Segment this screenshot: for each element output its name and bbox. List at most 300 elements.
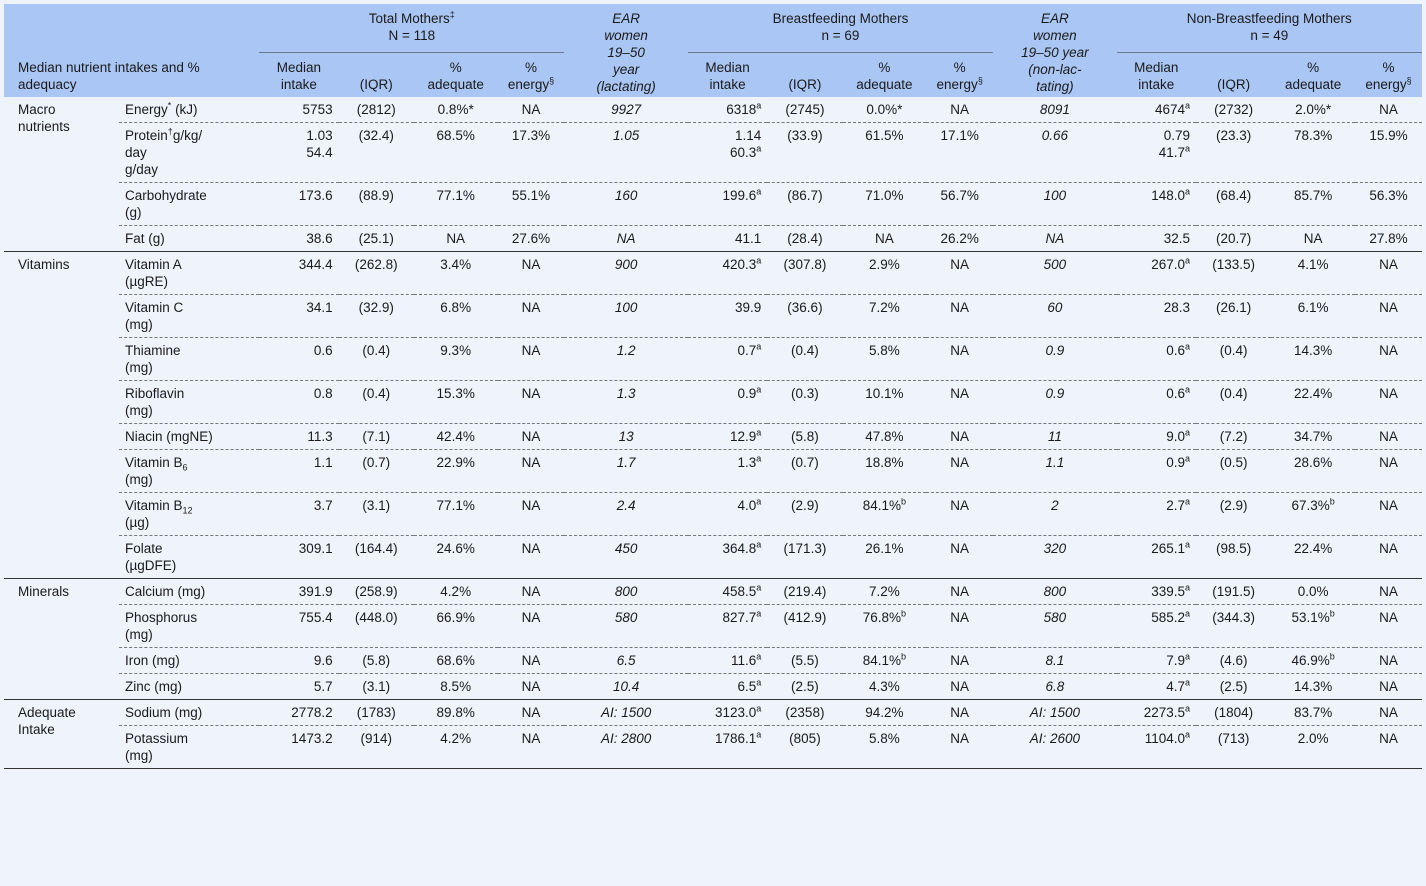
ear-lactating-value: 13 bbox=[564, 424, 687, 450]
header-median-intake: Median intake bbox=[688, 53, 767, 97]
table-row bbox=[4, 226, 1422, 252]
non-breastfeeding-median-intake: 7.9$^a$ bbox=[1117, 648, 1196, 674]
header-breastfeeding-mothers: Breastfeeding Mothers n = 69 bbox=[688, 4, 993, 53]
total-pct-energy: NA bbox=[498, 493, 565, 536]
nutrient-name: Protein†g/kg/ day g/day bbox=[119, 123, 259, 183]
ear-lactating-value: 1.2 bbox=[564, 338, 687, 381]
total-median-intake: 1.1 bbox=[259, 450, 338, 493]
non-breastfeeding-pct-adequate: 67.3%$^b$ bbox=[1271, 493, 1355, 536]
breastfeeding-iqr: (86.7) bbox=[767, 183, 842, 226]
header-iqr: (IQR) bbox=[339, 53, 414, 97]
table-row bbox=[4, 252, 1422, 295]
ear-lactating-value: AI: 2800 bbox=[564, 726, 687, 769]
group-label-vitamins: Vitamins bbox=[4, 252, 119, 579]
breastfeeding-pct-adequate: 84.1%$^b$ bbox=[843, 493, 927, 536]
breastfeeding-pct-energy: 26.2% bbox=[926, 226, 993, 252]
non-breastfeeding-iqr: (2.9) bbox=[1196, 493, 1271, 536]
breastfeeding-median-intake: 420.3$^a$ bbox=[688, 252, 767, 295]
non-breastfeeding-median-intake: 9.0$^a$ bbox=[1117, 424, 1196, 450]
header-iqr: (IQR) bbox=[1196, 53, 1271, 97]
header-ear-lactating: EAR women 19–50 year (lactating) bbox=[564, 4, 687, 97]
non-breastfeeding-pct-adequate: 2.0% bbox=[1271, 726, 1355, 769]
total-pct-adequate: 89.8% bbox=[414, 700, 498, 726]
breastfeeding-iqr: (33.9) bbox=[767, 123, 842, 183]
breastfeeding-iqr: (5.5) bbox=[767, 648, 842, 674]
non-breastfeeding-median-intake: 2273.5$^a$ bbox=[1117, 700, 1196, 726]
ear-lactating-value: 580 bbox=[564, 605, 687, 648]
ear-nonlactating-value: 0.9 bbox=[993, 381, 1116, 424]
group-label-adequate: Adequate Intake bbox=[4, 700, 119, 769]
total-iqr: (258.9) bbox=[339, 579, 414, 605]
total-median-intake: 2778.2 bbox=[259, 700, 338, 726]
total-median-intake: 1.03 54.4 bbox=[259, 123, 338, 183]
table-row bbox=[4, 700, 1422, 726]
nutrient-name: Riboflavin (mg) bbox=[119, 381, 259, 424]
non-breastfeeding-pct-adequate: NA bbox=[1271, 226, 1355, 252]
ear-nonlactating-value: 320 bbox=[993, 536, 1116, 579]
nutrient-name: Carbohydrate (g) bbox=[119, 183, 259, 226]
total-median-intake: 5753 bbox=[302, 102, 333, 117]
non-breastfeeding-pct-energy: NA bbox=[1355, 536, 1422, 579]
non-breastfeeding-median-intake: 585.2$^a$ bbox=[1117, 605, 1196, 648]
total-pct-energy: 27.6% bbox=[498, 226, 565, 252]
header-ear-nonlactating: EAR women 19–50 year (non-lac- tating) bbox=[993, 4, 1116, 97]
non-breastfeeding-iqr: (1804) bbox=[1196, 700, 1271, 726]
ear-nonlactating-value: 8091 bbox=[1039, 102, 1070, 117]
non-breastfeeding-pct-energy: NA bbox=[1379, 102, 1398, 117]
breastfeeding-pct-energy: NA bbox=[926, 605, 993, 648]
non-breastfeeding-pct-adequate: 14.3% bbox=[1271, 674, 1355, 700]
breastfeeding-median-intake: 12.9$^a$ bbox=[688, 424, 767, 450]
non-breastfeeding-median-intake: 0.6$^a$ bbox=[1117, 381, 1196, 424]
breastfeeding-iqr: (307.8) bbox=[767, 252, 842, 295]
non-breastfeeding-iqr: (191.5) bbox=[1196, 579, 1271, 605]
breastfeeding-pct-adequate: 18.8% bbox=[843, 450, 927, 493]
breastfeeding-median-intake: 41.1 bbox=[688, 226, 767, 252]
non-breastfeeding-pct-energy: NA bbox=[1355, 338, 1422, 381]
total-pct-adequate: 0.8%* bbox=[437, 102, 474, 117]
table-row bbox=[4, 123, 1422, 183]
ear-nonlactating-value: 800 bbox=[993, 579, 1116, 605]
nutrient-name: Vitamin $B_{12}$ (µg) bbox=[119, 493, 259, 536]
total-median-intake: 5.7 bbox=[259, 674, 338, 700]
table-row bbox=[4, 295, 1422, 338]
non-breastfeeding-iqr: (20.7) bbox=[1196, 226, 1271, 252]
ear-nonlactating-value: 500 bbox=[993, 252, 1116, 295]
header-median-intake: Median intake bbox=[259, 53, 338, 97]
breastfeeding-pct-adequate: 5.8% bbox=[843, 726, 927, 769]
non-breastfeeding-iqr: (133.5) bbox=[1196, 252, 1271, 295]
table-row bbox=[4, 493, 1422, 536]
nutrient-name: Vitamin A (µgRE) bbox=[119, 252, 259, 295]
non-breastfeeding-pct-adequate: 28.6% bbox=[1271, 450, 1355, 493]
breastfeeding-pct-energy: NA bbox=[926, 338, 993, 381]
breastfeeding-pct-adequate: 61.5% bbox=[843, 123, 927, 183]
breastfeeding-pct-adequate: 94.2% bbox=[843, 700, 927, 726]
non-breastfeeding-iqr: (2.5) bbox=[1196, 674, 1271, 700]
header-non-breastfeeding-mothers: Non-Breastfeeding Mothers n = 49 bbox=[1117, 4, 1422, 53]
non-breastfeeding-pct-energy: NA bbox=[1355, 605, 1422, 648]
total-iqr: (3.1) bbox=[339, 674, 414, 700]
non-breastfeeding-pct-adequate: 2.0%* bbox=[1295, 102, 1332, 117]
total-pct-energy: NA bbox=[498, 338, 565, 381]
non-breastfeeding-pct-energy: NA bbox=[1355, 381, 1422, 424]
total-median-intake: 9.6 bbox=[259, 648, 338, 674]
non-breastfeeding-median-intake: 339.5$^a$ bbox=[1117, 579, 1196, 605]
breastfeeding-pct-adequate: 26.1% bbox=[843, 536, 927, 579]
total-pct-energy: NA bbox=[498, 381, 565, 424]
total-median-intake: 38.6 bbox=[259, 226, 338, 252]
total-pct-energy: 55.1% bbox=[498, 183, 565, 226]
breastfeeding-pct-energy: NA bbox=[950, 102, 970, 117]
ear-nonlactating-value: 6.8 bbox=[993, 674, 1116, 700]
non-breastfeeding-iqr: (0.4) bbox=[1196, 381, 1271, 424]
breastfeeding-pct-adequate: 76.8%$^b$ bbox=[843, 605, 927, 648]
ear-lactating-value: NA bbox=[564, 226, 687, 252]
total-pct-energy: NA bbox=[498, 579, 565, 605]
breastfeeding-iqr: (2.5) bbox=[767, 674, 842, 700]
ear-lactating-value: 2.4 bbox=[564, 493, 687, 536]
breastfeeding-pct-adequate: 4.3% bbox=[843, 674, 927, 700]
table-row bbox=[4, 97, 1422, 123]
non-breastfeeding-iqr: (7.2) bbox=[1196, 424, 1271, 450]
header-pct-adequate: % adequate bbox=[843, 53, 927, 97]
table-row bbox=[4, 183, 1422, 226]
breastfeeding-median-intake: 6318$^a$ bbox=[726, 100, 762, 117]
total-pct-adequate: 77.1% bbox=[414, 183, 498, 226]
total-pct-adequate: 22.9% bbox=[414, 450, 498, 493]
nutrient-name: Thiamine (mg) bbox=[119, 338, 259, 381]
non-breastfeeding-pct-adequate: 53.1%$^b$ bbox=[1271, 605, 1355, 648]
non-breastfeeding-pct-adequate: 6.1% bbox=[1271, 295, 1355, 338]
table-row bbox=[4, 726, 1422, 769]
nutrient-name: Folate (µgDFE) bbox=[119, 536, 259, 579]
total-pct-energy: NA bbox=[498, 700, 565, 726]
breastfeeding-pct-energy: NA bbox=[926, 726, 993, 769]
header-pct-adequate: % adequate bbox=[1271, 53, 1355, 97]
non-breastfeeding-median-intake: 0.6$^a$ bbox=[1117, 338, 1196, 381]
total-median-intake: 755.4 bbox=[259, 605, 338, 648]
breastfeeding-pct-energy: 17.1% bbox=[926, 123, 993, 183]
breastfeeding-iqr: (2358) bbox=[767, 700, 842, 726]
breastfeeding-pct-energy: NA bbox=[926, 536, 993, 579]
ear-lactating-value: 900 bbox=[564, 252, 687, 295]
nutrient-name: Fat (g) bbox=[119, 226, 259, 252]
non-breastfeeding-iqr: (0.5) bbox=[1196, 450, 1271, 493]
ear-lactating-value: 6.5 bbox=[564, 648, 687, 674]
breastfeeding-pct-energy: NA bbox=[926, 493, 993, 536]
ear-lactating-value: 800 bbox=[564, 579, 687, 605]
breastfeeding-pct-adequate: 47.8% bbox=[843, 424, 927, 450]
breastfeeding-iqr: (5.8) bbox=[767, 424, 842, 450]
non-breastfeeding-iqr: (98.5) bbox=[1196, 536, 1271, 579]
total-iqr: (7.1) bbox=[339, 424, 414, 450]
ear-nonlactating-value: 11 bbox=[993, 424, 1116, 450]
non-breastfeeding-pct-adequate: 0.0% bbox=[1271, 579, 1355, 605]
non-breastfeeding-pct-energy: NA bbox=[1355, 252, 1422, 295]
non-breastfeeding-pct-adequate: 4.1% bbox=[1271, 252, 1355, 295]
breastfeeding-pct-adequate: 2.9% bbox=[843, 252, 927, 295]
breastfeeding-median-intake: 458.5$^a$ bbox=[688, 579, 767, 605]
breastfeeding-iqr: (0.4) bbox=[767, 338, 842, 381]
non-breastfeeding-median-intake: 0.9$^a$ bbox=[1117, 450, 1196, 493]
breastfeeding-median-intake: 364.8$^a$ bbox=[688, 536, 767, 579]
non-breastfeeding-pct-energy: NA bbox=[1355, 726, 1422, 769]
total-pct-adequate: 68.6% bbox=[414, 648, 498, 674]
breastfeeding-iqr: (805) bbox=[767, 726, 842, 769]
non-breastfeeding-median-intake: 267.0$^a$ bbox=[1117, 252, 1196, 295]
non-breastfeeding-iqr: (4.6) bbox=[1196, 648, 1271, 674]
non-breastfeeding-iqr: (23.3) bbox=[1196, 123, 1271, 183]
ear-lactating-value: 1.05 bbox=[564, 123, 687, 183]
header-total-mothers: Total Mothers‡ N = 118 bbox=[259, 4, 564, 53]
ear-lactating-value: 1.7 bbox=[564, 450, 687, 493]
breastfeeding-median-intake: 3123.0$^a$ bbox=[688, 700, 767, 726]
table-row bbox=[4, 605, 1422, 648]
total-iqr: (262.8) bbox=[339, 252, 414, 295]
total-iqr: (0.7) bbox=[339, 450, 414, 493]
ear-nonlactating-value: AI: 2600 bbox=[993, 726, 1116, 769]
total-pct-energy: NA bbox=[521, 102, 541, 117]
ear-nonlactating-value: 580 bbox=[993, 605, 1116, 648]
non-breastfeeding-pct-adequate: 14.3% bbox=[1271, 338, 1355, 381]
total-iqr: (0.4) bbox=[339, 381, 414, 424]
breastfeeding-iqr: (2745) bbox=[785, 102, 825, 117]
breastfeeding-pct-adequate: 7.2% bbox=[843, 295, 927, 338]
breastfeeding-median-intake: 1.3$^a$ bbox=[688, 450, 767, 493]
non-breastfeeding-iqr: (2732) bbox=[1214, 102, 1254, 117]
breastfeeding-pct-energy: NA bbox=[926, 674, 993, 700]
breastfeeding-pct-energy: NA bbox=[926, 295, 993, 338]
nutrient-name: Energy* (kJ) bbox=[125, 100, 198, 117]
total-iqr: (3.1) bbox=[339, 493, 414, 536]
breastfeeding-pct-adequate: 7.2% bbox=[843, 579, 927, 605]
total-pct-adequate: 68.5% bbox=[414, 123, 498, 183]
total-iqr: (914) bbox=[339, 726, 414, 769]
breastfeeding-iqr: (412.9) bbox=[767, 605, 842, 648]
total-iqr: (5.8) bbox=[339, 648, 414, 674]
ear-nonlactating-value: 1.1 bbox=[993, 450, 1116, 493]
group-label-macro: Macro nutrients bbox=[18, 102, 70, 134]
breastfeeding-pct-adequate: 5.8% bbox=[843, 338, 927, 381]
ear-lactating-value: 160 bbox=[564, 183, 687, 226]
breastfeeding-iqr: (171.3) bbox=[767, 536, 842, 579]
breastfeeding-median-intake: 827.7$^a$ bbox=[688, 605, 767, 648]
breastfeeding-median-intake: 11.6$^a$ bbox=[688, 648, 767, 674]
non-breastfeeding-median-intake: 265.1$^a$ bbox=[1117, 536, 1196, 579]
total-median-intake: 0.6 bbox=[259, 338, 338, 381]
total-pct-energy: NA bbox=[498, 252, 565, 295]
non-breastfeeding-median-intake: 4674$^a$ bbox=[1154, 100, 1191, 117]
total-median-intake: 3.7 bbox=[259, 493, 338, 536]
header-pct-energy: % energy§ bbox=[498, 53, 565, 97]
total-pct-energy: NA bbox=[498, 450, 565, 493]
header-pct-energy: % energy§ bbox=[1355, 53, 1422, 97]
non-breastfeeding-median-intake: 28.3 bbox=[1117, 295, 1196, 338]
ear-nonlactating-value: AI: 1500 bbox=[993, 700, 1116, 726]
table-row bbox=[4, 338, 1422, 381]
total-median-intake: 173.6 bbox=[259, 183, 338, 226]
table-body bbox=[4, 97, 1422, 769]
ear-nonlactating-value: 100 bbox=[993, 183, 1116, 226]
nutrient-name: Calcium (mg) bbox=[119, 579, 259, 605]
non-breastfeeding-pct-energy: 15.9% bbox=[1355, 123, 1422, 183]
breastfeeding-pct-energy: NA bbox=[926, 381, 993, 424]
total-pct-energy: NA bbox=[498, 674, 565, 700]
nutrient-name: Sodium (mg) bbox=[119, 700, 259, 726]
table-row bbox=[4, 381, 1422, 424]
table-row bbox=[4, 450, 1422, 493]
total-pct-energy: NA bbox=[498, 536, 565, 579]
total-median-intake: 1473.2 bbox=[259, 726, 338, 769]
ear-nonlactating-value: 0.66 bbox=[993, 123, 1116, 183]
breastfeeding-median-intake: 6.5$^a$ bbox=[688, 674, 767, 700]
table-row bbox=[4, 674, 1422, 700]
breastfeeding-pct-adequate: 71.0% bbox=[843, 183, 927, 226]
group-label-minerals: Minerals bbox=[4, 579, 119, 700]
breastfeeding-pct-energy: NA bbox=[926, 252, 993, 295]
nutrient-name: Vitamin C (mg) bbox=[119, 295, 259, 338]
non-breastfeeding-pct-adequate: 46.9%$^b$ bbox=[1271, 648, 1355, 674]
breastfeeding-pct-adequate: 10.1% bbox=[843, 381, 927, 424]
non-breastfeeding-pct-adequate: 22.4% bbox=[1271, 381, 1355, 424]
ear-lactating-value: 1.3 bbox=[564, 381, 687, 424]
breastfeeding-pct-adequate: 0.0%* bbox=[866, 102, 903, 117]
header-row-label: Median nutrient intakes and % adequacy bbox=[4, 53, 259, 97]
nutrient-name: Iron (mg) bbox=[119, 648, 259, 674]
header-pct-energy: % energy§ bbox=[926, 53, 993, 97]
non-breastfeeding-pct-adequate: 22.4% bbox=[1271, 536, 1355, 579]
breastfeeding-median-intake: 39.9 bbox=[688, 295, 767, 338]
breastfeeding-median-intake: 199.6$^a$ bbox=[688, 183, 767, 226]
table-row bbox=[4, 648, 1422, 674]
non-breastfeeding-pct-energy: NA bbox=[1355, 579, 1422, 605]
breastfeeding-iqr: (2.9) bbox=[767, 493, 842, 536]
total-iqr: (1783) bbox=[339, 700, 414, 726]
nutrient-name: Niacin (mgNE) bbox=[119, 424, 259, 450]
non-breastfeeding-median-intake: 1104.0$^a$ bbox=[1117, 726, 1196, 769]
non-breastfeeding-median-intake: 148.0$^a$ bbox=[1117, 183, 1196, 226]
ear-nonlactating-value: NA bbox=[993, 226, 1116, 252]
total-iqr: (2812) bbox=[356, 102, 396, 117]
breastfeeding-median-intake: 0.7$^a$ bbox=[688, 338, 767, 381]
total-pct-adequate: 8.5% bbox=[414, 674, 498, 700]
non-breastfeeding-pct-energy: NA bbox=[1355, 295, 1422, 338]
total-pct-adequate: 6.8% bbox=[414, 295, 498, 338]
breastfeeding-pct-energy: NA bbox=[926, 424, 993, 450]
ear-lactating-value: 450 bbox=[564, 536, 687, 579]
nutrient-name: Potassium (mg) bbox=[119, 726, 259, 769]
total-iqr: (164.4) bbox=[339, 536, 414, 579]
table-row bbox=[4, 536, 1422, 579]
breastfeeding-pct-energy: NA bbox=[926, 579, 993, 605]
breastfeeding-iqr: (36.6) bbox=[767, 295, 842, 338]
ear-nonlactating-value: 2 bbox=[993, 493, 1116, 536]
non-breastfeeding-pct-adequate: 83.7% bbox=[1271, 700, 1355, 726]
ear-lactating-value: 100 bbox=[564, 295, 687, 338]
total-iqr: (32.4) bbox=[339, 123, 414, 183]
total-pct-adequate: 24.6% bbox=[414, 536, 498, 579]
total-pct-adequate: 66.9% bbox=[414, 605, 498, 648]
total-iqr: (448.0) bbox=[339, 605, 414, 648]
non-breastfeeding-pct-energy: NA bbox=[1355, 674, 1422, 700]
breastfeeding-iqr: (0.3) bbox=[767, 381, 842, 424]
breastfeeding-median-intake: 0.9$^a$ bbox=[688, 381, 767, 424]
nutrient-name: Zinc (mg) bbox=[119, 674, 259, 700]
ear-nonlactating-value: 60 bbox=[993, 295, 1116, 338]
non-breastfeeding-iqr: (0.4) bbox=[1196, 338, 1271, 381]
total-pct-adequate: 4.2% bbox=[414, 579, 498, 605]
breastfeeding-iqr: (0.7) bbox=[767, 450, 842, 493]
breastfeeding-pct-energy: NA bbox=[926, 648, 993, 674]
total-median-intake: 344.4 bbox=[259, 252, 338, 295]
non-breastfeeding-pct-energy: NA bbox=[1355, 648, 1422, 674]
breastfeeding-pct-energy: NA bbox=[926, 700, 993, 726]
nutrient-name: Phosphorus (mg) bbox=[119, 605, 259, 648]
total-pct-adequate: 3.4% bbox=[414, 252, 498, 295]
total-pct-adequate: 4.2% bbox=[414, 726, 498, 769]
header-median-intake: Median intake bbox=[1117, 53, 1196, 97]
non-breastfeeding-iqr: (68.4) bbox=[1196, 183, 1271, 226]
non-breastfeeding-pct-energy: 56.3% bbox=[1355, 183, 1422, 226]
breastfeeding-pct-adequate: 84.1%$^b$ bbox=[843, 648, 927, 674]
non-breastfeeding-pct-energy: NA bbox=[1355, 493, 1422, 536]
total-pct-adequate: 9.3% bbox=[414, 338, 498, 381]
ear-lactating-value: 9927 bbox=[611, 102, 642, 117]
nutrient-name: Vitamin $B_6$ (mg) bbox=[119, 450, 259, 493]
ear-lactating-value: AI: 1500 bbox=[564, 700, 687, 726]
total-pct-adequate: 15.3% bbox=[414, 381, 498, 424]
non-breastfeeding-pct-adequate: 34.7% bbox=[1271, 424, 1355, 450]
ear-nonlactating-value: 8.1 bbox=[993, 648, 1116, 674]
total-pct-energy: 17.3% bbox=[498, 123, 565, 183]
breastfeeding-iqr: (219.4) bbox=[767, 579, 842, 605]
non-breastfeeding-pct-energy: NA bbox=[1355, 450, 1422, 493]
non-breastfeeding-median-intake: 4.7$^a$ bbox=[1117, 674, 1196, 700]
header-iqr: (IQR) bbox=[767, 53, 842, 97]
breastfeeding-median-intake: 4.0$^a$ bbox=[688, 493, 767, 536]
non-breastfeeding-iqr: (26.1) bbox=[1196, 295, 1271, 338]
total-pct-energy: NA bbox=[498, 424, 565, 450]
total-iqr: (25.1) bbox=[339, 226, 414, 252]
non-breastfeeding-median-intake: 0.79 41.7$^a$ bbox=[1117, 123, 1196, 183]
breastfeeding-pct-adequate: NA bbox=[843, 226, 927, 252]
header-pct-adequate: % adequate bbox=[414, 53, 498, 97]
total-median-intake: 0.8 bbox=[259, 381, 338, 424]
non-breastfeeding-pct-energy: 27.8% bbox=[1355, 226, 1422, 252]
non-breastfeeding-median-intake: 2.7$^a$ bbox=[1117, 493, 1196, 536]
non-breastfeeding-iqr: (344.3) bbox=[1196, 605, 1271, 648]
total-pct-energy: NA bbox=[498, 648, 565, 674]
breastfeeding-pct-energy: 56.7% bbox=[926, 183, 993, 226]
total-pct-energy: NA bbox=[498, 295, 565, 338]
total-iqr: (88.9) bbox=[339, 183, 414, 226]
non-breastfeeding-iqr: (713) bbox=[1196, 726, 1271, 769]
non-breastfeeding-pct-energy: NA bbox=[1355, 424, 1422, 450]
non-breastfeeding-median-intake: 32.5 bbox=[1117, 226, 1196, 252]
breastfeeding-median-intake: 1.14 60.3$^a$ bbox=[688, 123, 767, 183]
non-breastfeeding-pct-adequate: 78.3% bbox=[1271, 123, 1355, 183]
header-blank bbox=[4, 4, 259, 53]
non-breastfeeding-pct-adequate: 85.7% bbox=[1271, 183, 1355, 226]
breastfeeding-median-intake: 1786.1$^a$ bbox=[688, 726, 767, 769]
table-row bbox=[4, 424, 1422, 450]
breastfeeding-pct-energy: NA bbox=[926, 450, 993, 493]
total-median-intake: 11.3 bbox=[259, 424, 338, 450]
total-median-intake: 391.9 bbox=[259, 579, 338, 605]
breastfeeding-iqr: (28.4) bbox=[767, 226, 842, 252]
total-iqr: (32.9) bbox=[339, 295, 414, 338]
